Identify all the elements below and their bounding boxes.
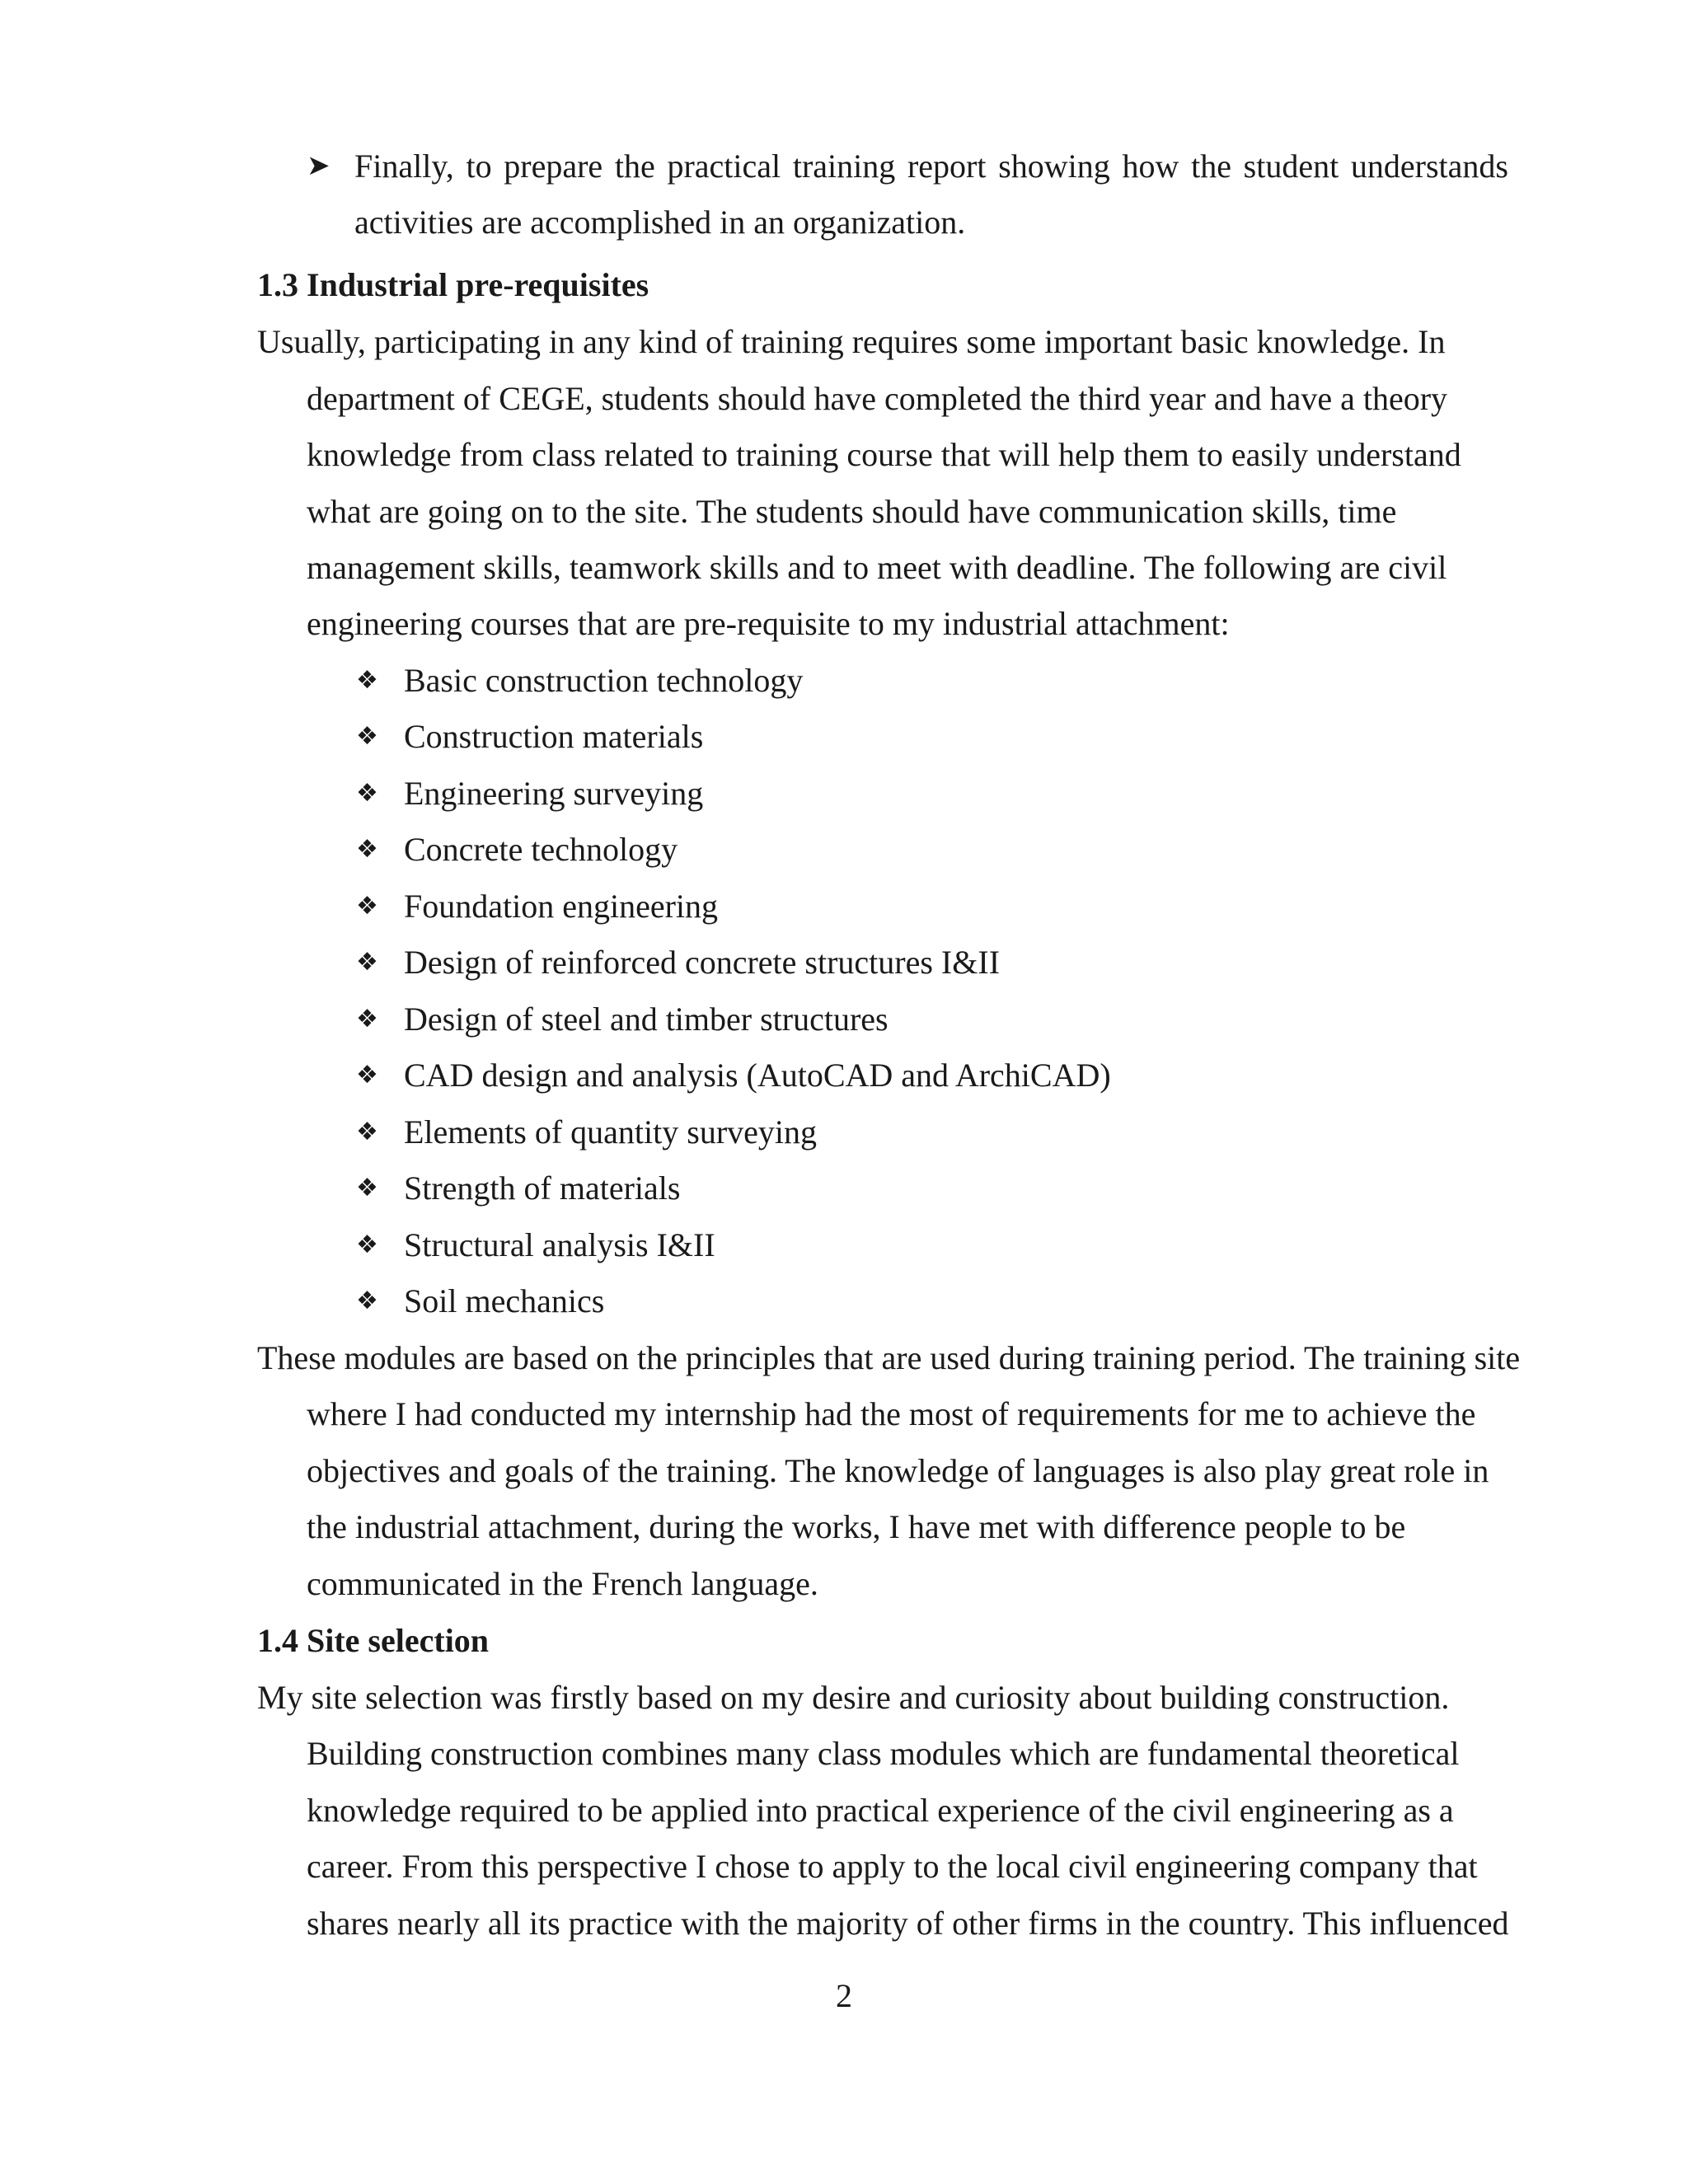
site-selection-line-3: knowledge required to be applied into practical experience of the civil engineering as a [307, 1792, 1454, 1829]
course-item: Foundation engineering [404, 888, 719, 925]
course-item: Soil mechanics [404, 1282, 605, 1319]
site-selection-line-1: My site selection was firstly based on my desire and curiosity about building construction. [257, 1679, 1450, 1716]
diamond-bullet-icon: ❖ [356, 892, 378, 921]
course-item: Concrete technology [404, 831, 678, 868]
page-number: 2 [836, 1977, 852, 2014]
diamond-bullet-icon: ❖ [356, 779, 378, 808]
closing-line-2: where I had conducted my internship had the most of requirements for me to achieve the [307, 1395, 1476, 1432]
diamond-bullet-icon: ❖ [356, 1174, 378, 1202]
diamond-bullet-icon: ❖ [356, 666, 378, 695]
intro-line-2: department of CEGE, students should have completed the third year and have a theory [307, 380, 1448, 417]
intro-line-4: what are going on to the site. The students should have communication skills, time [307, 493, 1397, 530]
diamond-bullet-icon: ❖ [356, 1286, 378, 1315]
section-heading-1-4: 1.4 Site selection [257, 1622, 490, 1659]
site-selection-line-5: shares nearly all its practice with the majority of other firms in the country. This influenced [307, 1905, 1509, 1942]
closing-line-1: These modules are based on the principles that are used during training period. The training site [257, 1339, 1521, 1376]
course-item: Strength of materials [404, 1169, 681, 1207]
course-item: Design of reinforced concrete structures I&II [404, 944, 1001, 981]
course-item: Structural analysis I&II [404, 1226, 715, 1263]
course-item: Engineering surveying [404, 775, 704, 812]
diamond-bullet-icon: ❖ [356, 1005, 378, 1033]
diamond-bullet-icon: ❖ [356, 948, 378, 977]
intro-line-1: Usually, participating in any kind of training requires some important basic knowledge. In [257, 323, 1446, 360]
objective-line-1: Finally, to prepare the practical training report showing how the student understands [354, 148, 1508, 185]
closing-line-5: communicated in the French language. [307, 1565, 818, 1602]
site-selection-line-4: career. From this perspective I chose to apply to the local civil engineering company that [307, 1848, 1478, 1885]
section-heading-1-3: 1.3 Industrial pre-requisites [257, 266, 649, 303]
site-selection-line-2: Building construction combines many class modules which are fundamental theoretical [307, 1735, 1460, 1772]
intro-line-6: engineering courses that are pre-requisite to my industrial attachment: [307, 605, 1230, 642]
arrow-bullet-icon: ➤ [307, 151, 331, 181]
course-item: Basic construction technology [404, 662, 804, 699]
diamond-bullet-icon: ❖ [356, 1118, 378, 1146]
course-item: Elements of quantity surveying [404, 1113, 818, 1151]
diamond-bullet-icon: ❖ [356, 722, 378, 751]
course-item: Design of steel and timber structures [404, 1001, 889, 1038]
closing-line-4: the industrial attachment, during the works, I have met with difference people to be [307, 1508, 1406, 1545]
intro-line-3: knowledge from class related to training course that will help them to easily understand [307, 436, 1461, 473]
course-item: Construction materials [404, 718, 704, 755]
course-item: CAD design and analysis (AutoCAD and ArchiCAD) [404, 1057, 1111, 1094]
intro-line-5: management skills, teamwork skills and to meet with deadline. The following are civil [307, 549, 1447, 586]
diamond-bullet-icon: ❖ [356, 1061, 378, 1090]
diamond-bullet-icon: ❖ [356, 1230, 378, 1259]
objective-line-2: activities are accomplished in an organization. [354, 204, 966, 241]
diamond-bullet-icon: ❖ [356, 835, 378, 864]
closing-line-3: objectives and goals of the training. The knowledge of languages is also play great role in [307, 1452, 1489, 1489]
